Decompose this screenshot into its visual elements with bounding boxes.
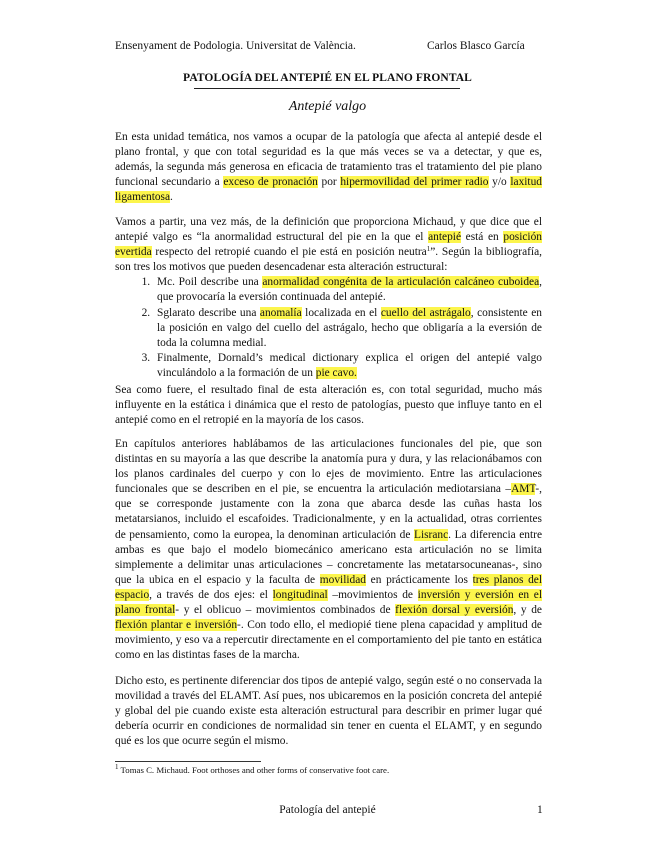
footnote-separator xyxy=(115,761,261,762)
text-run: . xyxy=(170,191,173,204)
paragraph-articulations xyxy=(115,437,542,663)
highlight: anormalidad congénita de la articulación calcáneo cuboidea xyxy=(262,276,540,289)
text-run: está en xyxy=(461,231,504,244)
highlight: anomalía xyxy=(259,306,302,319)
paragraph-intro xyxy=(115,130,542,205)
text-run: localizada en el xyxy=(301,306,381,319)
highlight: pie cavo. xyxy=(315,366,357,379)
list-item xyxy=(153,306,542,351)
highlight: posición evertida xyxy=(115,231,542,259)
footnote xyxy=(115,765,389,775)
text-run: - y el oblicuo – movimientos combinados de xyxy=(175,604,396,617)
text-run: y/o xyxy=(488,176,511,189)
list-item xyxy=(153,351,542,381)
text-run: Mc. Poil describe una xyxy=(157,276,263,289)
page-number: 1 xyxy=(537,804,543,816)
highlight: inversión y eversión en el plano frontal xyxy=(115,588,542,617)
text-run: en prácticamente los xyxy=(365,573,473,586)
highlight: exceso de pronación xyxy=(223,176,318,189)
header-author: Carlos Blasco García xyxy=(427,40,525,52)
highlight: antepié xyxy=(428,231,461,244)
text-run: Finalmente, Dornald’s medical dictionary explica el origen del antepié valgo vinculándolo a la formación de un xyxy=(157,351,542,379)
highlight: movilidad xyxy=(319,573,366,586)
text-run: -, que se corresponde justamente con la zona que abarca desde las cuñas hasta los metatarsianos, incluido el escafoides. Tradicionalmente, y en la actualidad, otras corrientes de pensamiento, como la europea, la denominan articulación de xyxy=(115,483,542,541)
text-run: respecto del retropié cuando el pie está en posición neutra xyxy=(151,246,427,259)
paragraph-definition xyxy=(115,215,542,381)
text-run: por xyxy=(317,176,341,189)
highlight: hipermovilidad del primer radio xyxy=(340,176,489,189)
page-subtitle: Antepié valgo xyxy=(288,99,367,114)
text-run: En capítulos anteriores hablábamos de las articulaciones funcionales del pie, que son distintas en su mayoría a las que describe la anatomía pura y dura, y las relacionábamos con los planos cardinales del cuerpo y con lo ejes de movimiento. Entre las articulaciones funcionales que se describen en el pie, se encuentra la articulación mediotarsiana – xyxy=(115,438,542,496)
highlight: longitudinal xyxy=(272,588,328,601)
text-run: . La diferencia entre ambas es que bajo el modelo biomecánico americano esta articulación no se limita simplemente a delimitar unas articulaciones – concretamente las metatarsocuneanas-, sino que la ubica en el espacio y la faculta de xyxy=(115,528,542,586)
text-run: –movimientos de xyxy=(327,588,418,601)
text-run: , a través de dos ejes: el xyxy=(149,588,273,601)
highlight: AMT xyxy=(511,483,536,496)
text-run: En esta unidad temática, nos vamos a ocupar de la patología que afecta al antepié desde el plano frontal, y que con total seguridad es la que más veces se va a detectar, y que es, además, la segunda más generosa en eficacia de tratamiento tras el tratamiento del pie plano funcional secundario a xyxy=(115,131,542,189)
paragraph-text: Dicho esto, es pertinente diferenciar dos tipos de antepié valgo, según esté o no conservada la movilidad a través del ELAMT. Así pues, nos ubicaremos en la posición concreta del antepié y global del pie cuando existe esta alteración estructural para describir en primer lugar qué debería ocurrir en condiciones de normalidad sin tener en cuenta el ELAMT, y en segundo qué es los que ocurre según el mismo. xyxy=(115,675,542,748)
highlight: cuello del astrágalo xyxy=(380,306,471,319)
list-item xyxy=(153,275,542,305)
footnote-number: 1 xyxy=(115,763,119,771)
paragraph-text: Sea como fuere, el resultado final de esta alteración es, con total seguridad, mucho más influyente en la estática i dinámica que el resto de patologías, puesto que influye tanto en el antepié como en el retropié en la mayoría de los casos. xyxy=(115,384,542,427)
text-run: , consistente en la posición en valgo del cuello del astrágalo, hecho que obligaría a la eversión de toda la columna medial. xyxy=(157,306,542,349)
footnote-text: Tomas C. Michaud. Foot orthoses and other forms of conservative foot care. xyxy=(118,765,390,775)
title-underline xyxy=(194,88,460,89)
text-run: -. Con todo ello, el mediopié tiene plena capacidad y amplitud de movimiento, y eso va a repercutir directamente en el comportamiento del pie tanto en estática como en las distintas fases de la marcha. xyxy=(115,619,542,662)
text-run: Sglarato describe una xyxy=(157,306,260,319)
text-run: ”. Según la bibliografía, son tres los motivos que pueden desencadenar esta alteración estructural: xyxy=(115,246,542,274)
page-title: PATOLOGÍA DEL ANTEPIÉ EN EL PLANO FRONTAL xyxy=(183,72,472,84)
paragraph-result xyxy=(115,383,542,428)
causes-list xyxy=(115,275,542,381)
footnote-ref: 1 xyxy=(426,245,431,254)
header-institution: Ensenyament de Podologia. Universitat de València. xyxy=(115,40,356,52)
text-run: , y de xyxy=(513,604,542,617)
highlight: Lisranc xyxy=(414,528,449,541)
highlight: flexión dorsal y eversión xyxy=(395,604,514,617)
footer-title: Patología del antepié xyxy=(279,804,376,816)
highlight: tres planos del espacio xyxy=(115,573,543,601)
highlight: laxitud ligamentosa xyxy=(115,176,542,204)
text-run: , que provocaría la eversión continuada del antepié. xyxy=(157,276,542,304)
highlight: flexión plantar e inversión xyxy=(115,619,238,632)
paragraph-types xyxy=(115,674,542,749)
text-run: Vamos a partir, una vez más, de la definición que proporciona Michaud, y que dice que el antepié valgo es “la anormalidad estructural del pie en la que el xyxy=(115,216,542,244)
